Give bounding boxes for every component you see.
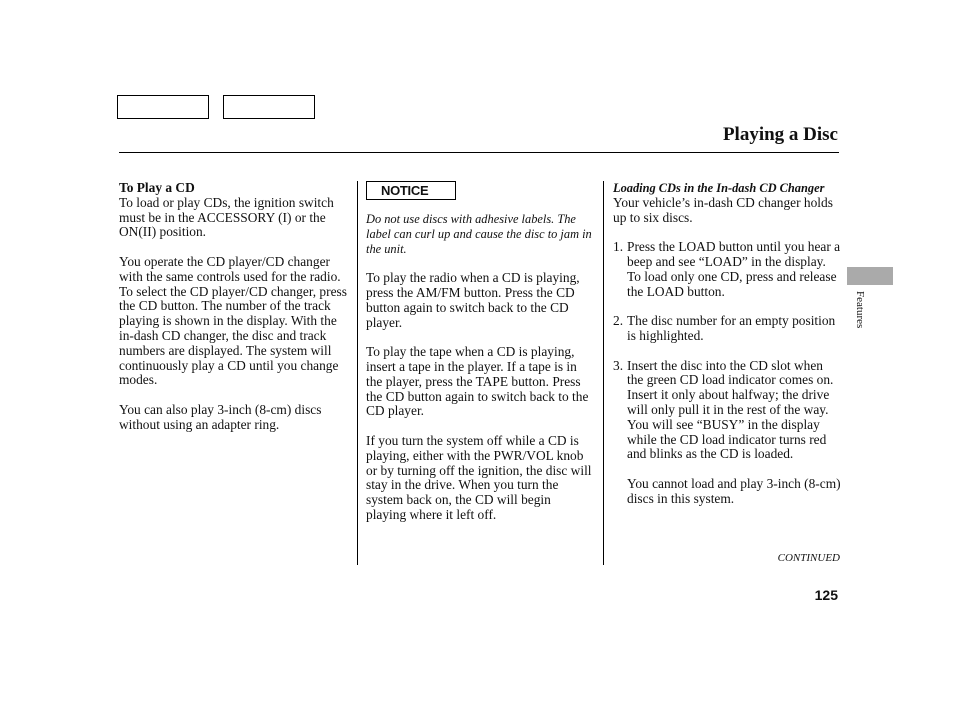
- paragraph: To play the radio when a CD is playing, press the AM/FM button. Press the CD button again to switch back to the CD player.: [366, 270, 580, 330]
- step-number: 1.: [613, 239, 624, 255]
- side-tab-label: Features: [854, 291, 866, 329]
- paragraph: To load or play CDs, the ignition switch must be in the ACCESSORY (I) or the ON(II) position.: [119, 194, 334, 240]
- nav-box-right[interactable]: [223, 95, 315, 119]
- step-extra: To load only one CD, press and release the LOAD button.: [627, 268, 837, 299]
- side-tab[interactable]: [847, 267, 893, 285]
- subsection-heading: Loading CDs in the In-dash CD Changer: [613, 181, 825, 195]
- column-1: [119, 181, 347, 447]
- note: You cannot load and play 3-inch (8-cm) discs in this system.: [627, 475, 841, 506]
- paragraph: You can also play 3-inch (8-cm) discs without using an adapter ring.: [119, 401, 322, 432]
- paragraph: Your vehicle’s in-dash CD changer holds up to six discs.: [613, 194, 833, 225]
- nav-box-left[interactable]: [117, 95, 209, 119]
- section-heading: To Play a CD: [119, 180, 195, 195]
- steps-list: [613, 240, 841, 462]
- paragraph: To play the tape when a CD is playing, insert a tape in the player. If a tape is in the player, press the TAPE button. Press the CD button again to switch back to the CD player.: [366, 344, 589, 419]
- column-2: [366, 181, 594, 538]
- step-text: Insert the disc into the CD slot when the green CD load indicator comes on. Insert it only about halfway; the drive will only pull it in the rest of the way. You will see “BUSY” in the display while the CD load indicator turns red and blinks as the CD is loaded.: [627, 357, 834, 462]
- column-3: [613, 181, 841, 521]
- title-rule: [119, 152, 839, 153]
- step-text: Press the LOAD button until you hear a beep and see “LOAD” in the display.: [627, 239, 841, 269]
- list-item: [613, 314, 841, 344]
- paragraph: If you turn the system off while a CD is playing, either with the PWR/VOL knob or by turning off the ignition, the disc will stay in the drive. When you turn the system back on, the CD will begin playing where it left off.: [366, 432, 592, 522]
- continued-label: CONTINUED: [777, 552, 840, 564]
- column-divider-2: [603, 181, 604, 565]
- step-text: The disc number for an empty position is highlighted.: [627, 313, 836, 343]
- list-item: [613, 359, 841, 463]
- page-title: Playing a Disc: [722, 124, 838, 145]
- notice-label: NOTICE: [366, 181, 456, 200]
- column-divider-1: [357, 181, 358, 565]
- step-number: 3.: [613, 357, 624, 373]
- paragraph: You operate the CD player/CD changer with the same controls used for the radio. To select the CD player/CD changer, press the CD button. The number of the track playing is shown in the display. With the in-dash CD changer, the disc and track numbers are displayed. The system will continuously play a CD until you change modes.: [119, 253, 347, 388]
- page-number: 125: [814, 587, 838, 603]
- list-item: [613, 240, 841, 299]
- notice-text: Do not use discs with adhesive labels. The label can curl up and cause the disc to jam in the unit.: [366, 212, 592, 256]
- step-number: 2.: [613, 313, 624, 329]
